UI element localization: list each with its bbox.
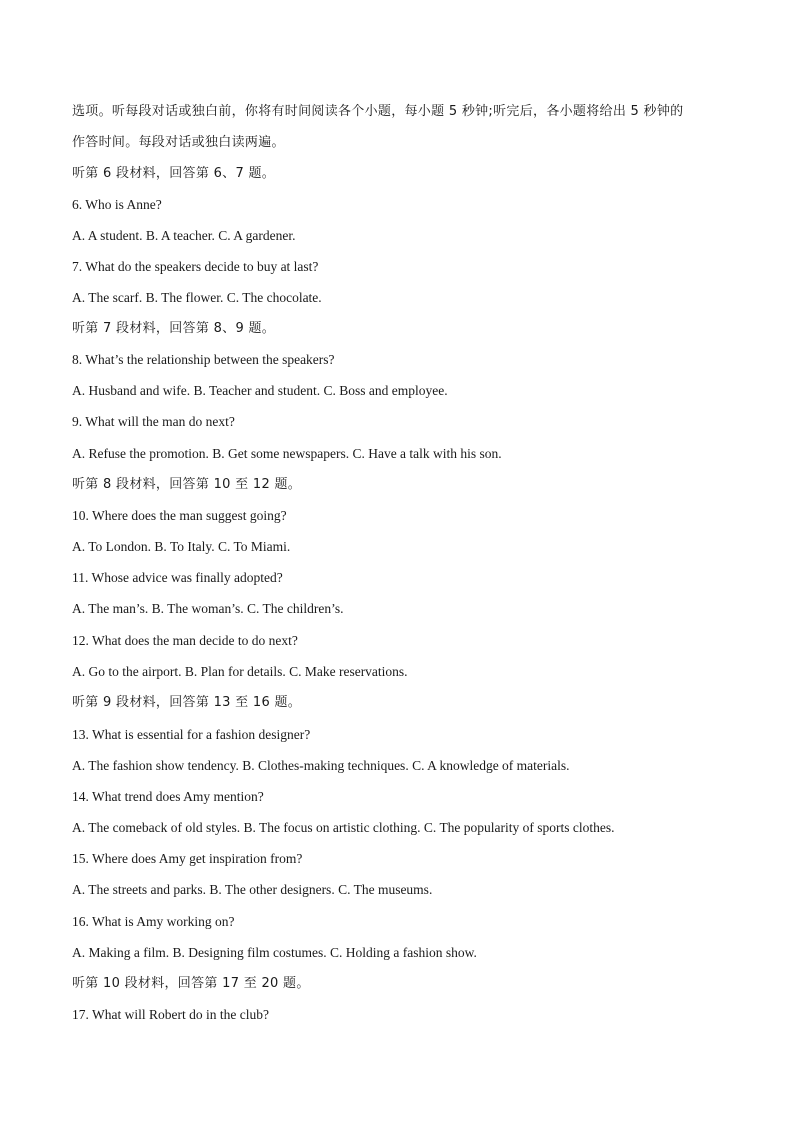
question: 7. What do the speakers decide to buy at last? [72, 259, 319, 274]
question: 13. What is essential for a fashion designer? [72, 727, 311, 742]
answer-options: A. The fashion show tendency. B. Clothes-making techniques. C. A knowledge of materials. [72, 758, 570, 773]
question: 12. What does the man decide to do next? [72, 633, 298, 648]
question: 14. What trend does Amy mention? [72, 789, 264, 804]
answer-options: A. A student. B. A teacher. C. A gardener. [72, 228, 296, 243]
question: 9. What will the man do next? [72, 414, 235, 429]
answer-options: A. The comeback of old styles. B. The focus on artistic clothing. C. The popularity of sports clothes. [72, 820, 615, 835]
question: 15. Where does Amy get inspiration from? [72, 851, 303, 866]
section-heading: 听第 10 段材料，回答第 17 至 20 题。 [72, 976, 310, 991]
section-heading: 听第 8 段材料，回答第 10 至 12 题。 [72, 477, 302, 492]
answer-options: A. Go to the airport. B. Plan for details. C. Make reservations. [72, 664, 408, 679]
answer-options: A. To London. B. To Italy. C. To Miami. [72, 539, 291, 554]
question: 17. What will Robert do in the club? [72, 1007, 269, 1022]
question: 16. What is Amy working on? [72, 914, 235, 929]
question: 6. Who is Anne? [72, 197, 162, 212]
instruction-line: 选项。听每段对话或独白前，你将有时间阅读各个小题，每小题 5 秒钟;听完后，各小题将给出 5 秒钟的 [72, 104, 684, 119]
section-heading: 听第 6 段材料，回答第 6、7 题。 [72, 166, 276, 181]
answer-options: A. Husband and wife. B. Teacher and student. C. Boss and employee. [72, 383, 448, 398]
question: 8. What’s the relationship between the speakers? [72, 352, 335, 367]
section-heading: 听第 9 段材料，回答第 13 至 16 题。 [72, 695, 302, 710]
instruction-line: 作答时间。每段对话或独白读两遍。 [72, 135, 285, 150]
answer-options: A. The scarf. B. The flower. C. The chocolate. [72, 290, 322, 305]
answer-options: A. The streets and parks. B. The other designers. C. The museums. [72, 882, 433, 897]
answer-options: A. Refuse the promotion. B. Get some newspapers. C. Have a talk with his son. [72, 446, 502, 461]
question: 10. Where does the man suggest going? [72, 508, 287, 523]
question: 11. Whose advice was finally adopted? [72, 570, 283, 585]
answer-options: A. Making a film. B. Designing film costumes. C. Holding a fashion show. [72, 945, 477, 960]
section-heading: 听第 7 段材料，回答第 8、9 题。 [72, 321, 276, 336]
answer-options: A. The man’s. B. The woman’s. C. The children’s. [72, 601, 344, 616]
